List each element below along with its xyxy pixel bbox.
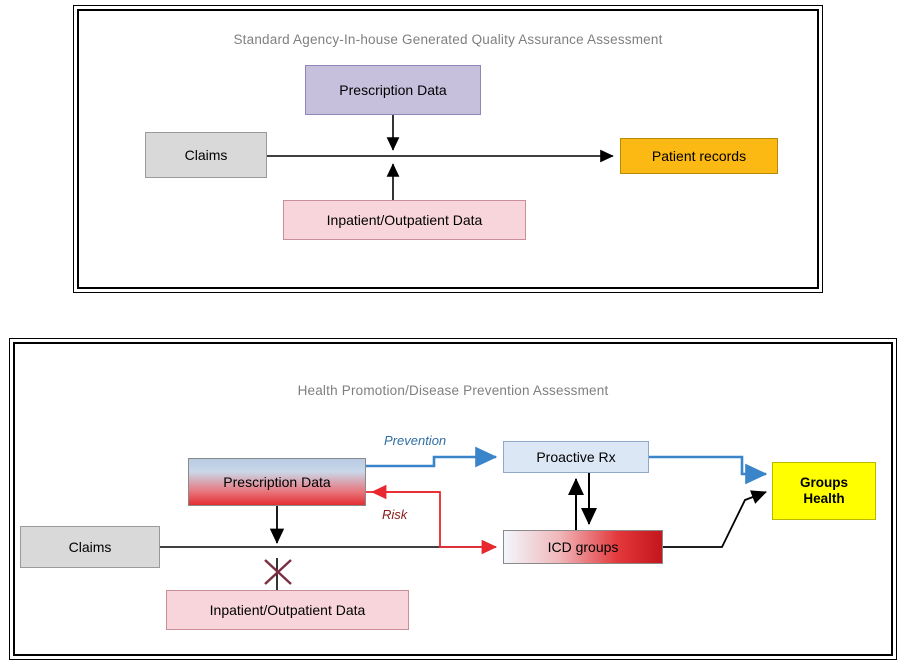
node-patient-records-top: Patient records <box>620 138 778 174</box>
panel-title-standard-assessment: Standard Agency-In-house Generated Quality Assurance Assessment <box>233 32 663 47</box>
node-groups-health-line2: Health <box>803 491 845 506</box>
node-proactive-rx: Proactive Rx <box>503 441 649 473</box>
node-prescription-data-bottom: Prescription Data <box>188 458 366 506</box>
health-promotion-assessment-panel <box>9 338 897 660</box>
edge-label-risk: Risk <box>382 507 408 522</box>
node-inpatient-outpatient-data-bottom: Inpatient/Outpatient Data <box>166 590 409 630</box>
node-prescription-data-top: Prescription Data <box>305 65 481 115</box>
node-claims-top: Claims <box>145 132 267 178</box>
node-groups-health-line1: Groups <box>799 475 848 491</box>
edge-label-prevention: Prevention <box>384 433 447 448</box>
node-inpatient-outpatient-data-top: Inpatient/Outpatient Data <box>283 200 526 240</box>
node-groups-health <box>772 462 876 520</box>
node-claims-bottom: Claims <box>20 526 160 568</box>
node-icd-groups: ICD groups <box>503 530 663 564</box>
panel-title-health-promotion-assessment: Health Promotion/Disease Prevention Assessment <box>297 383 609 398</box>
